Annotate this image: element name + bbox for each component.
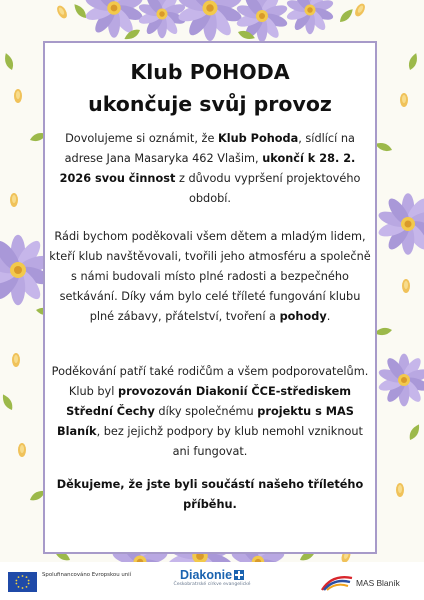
supporters-text-3: , bez jejichž podpory by klub nemohl vzniknout ani fungovat. bbox=[96, 425, 363, 458]
end-date: ukončí k 28. 2. 2026 svou činnost bbox=[59, 152, 356, 185]
announcement-text-1: Dovolujeme si oznámit, že bbox=[65, 132, 218, 145]
supporters-text-1: Poděkování patří také rodičům a všem podporovatelům. Klub byl bbox=[51, 365, 369, 398]
supporters-text-2: díky společnému bbox=[154, 405, 258, 418]
thanks-text-2: . bbox=[326, 310, 331, 323]
thanks-paragraph bbox=[47, 227, 373, 327]
mas-blanik-name: MAS Blaník bbox=[356, 578, 400, 588]
mas-blanik-logo bbox=[320, 572, 418, 594]
closing-message: Děkujeme, že jste byli součástí našeho tříletého příběhu. bbox=[56, 478, 364, 511]
eu-logo bbox=[8, 570, 138, 594]
club-name: Klub Pohoda bbox=[217, 132, 299, 145]
announcement-paragraph bbox=[47, 129, 373, 209]
eu-cofinanced-text: Spolufinancováno Evropskou unií bbox=[42, 572, 132, 578]
page-title bbox=[45, 56, 375, 120]
thanks-highlight: pohody bbox=[279, 310, 327, 323]
thanks-text-1: Rádi bychom poděkovali všem dětem a mladým lidem, kteří klub navštěvovali, tvořili jeho atmosféru a společně s námi budovali místo plné radosti a bezpečného setkávání. Díky vám bylo celé tříleté fungování klubu plné zábavy, přátelství, tvoření a bbox=[49, 230, 371, 323]
title-line-1: Klub POHODA bbox=[130, 60, 290, 84]
announcement-text-3: z důvodu vypršení projektového období. bbox=[175, 172, 361, 205]
title-line-2: ukončuje svůj provoz bbox=[88, 92, 332, 116]
diakonie-cross-icon bbox=[234, 570, 244, 580]
announcement-text-2: , sídlící na adrese Jana Masaryka 462 Vlašim, bbox=[64, 132, 355, 165]
diakonie-subtitle: Českobratrské církve evangelické bbox=[173, 582, 251, 587]
footer-logos bbox=[0, 562, 424, 600]
operator-highlight: provozován Diakonií ČCE-střediskem Střední Čechy bbox=[66, 385, 352, 418]
supporters-paragraph bbox=[47, 362, 373, 462]
eu-flag-icon bbox=[8, 572, 37, 592]
mas-mountain-icon bbox=[320, 572, 354, 592]
diakonie-logo bbox=[166, 568, 258, 596]
project-highlight: projektu s MAS Blaník bbox=[57, 405, 354, 438]
diakonie-name: Diakonie bbox=[179, 568, 233, 582]
